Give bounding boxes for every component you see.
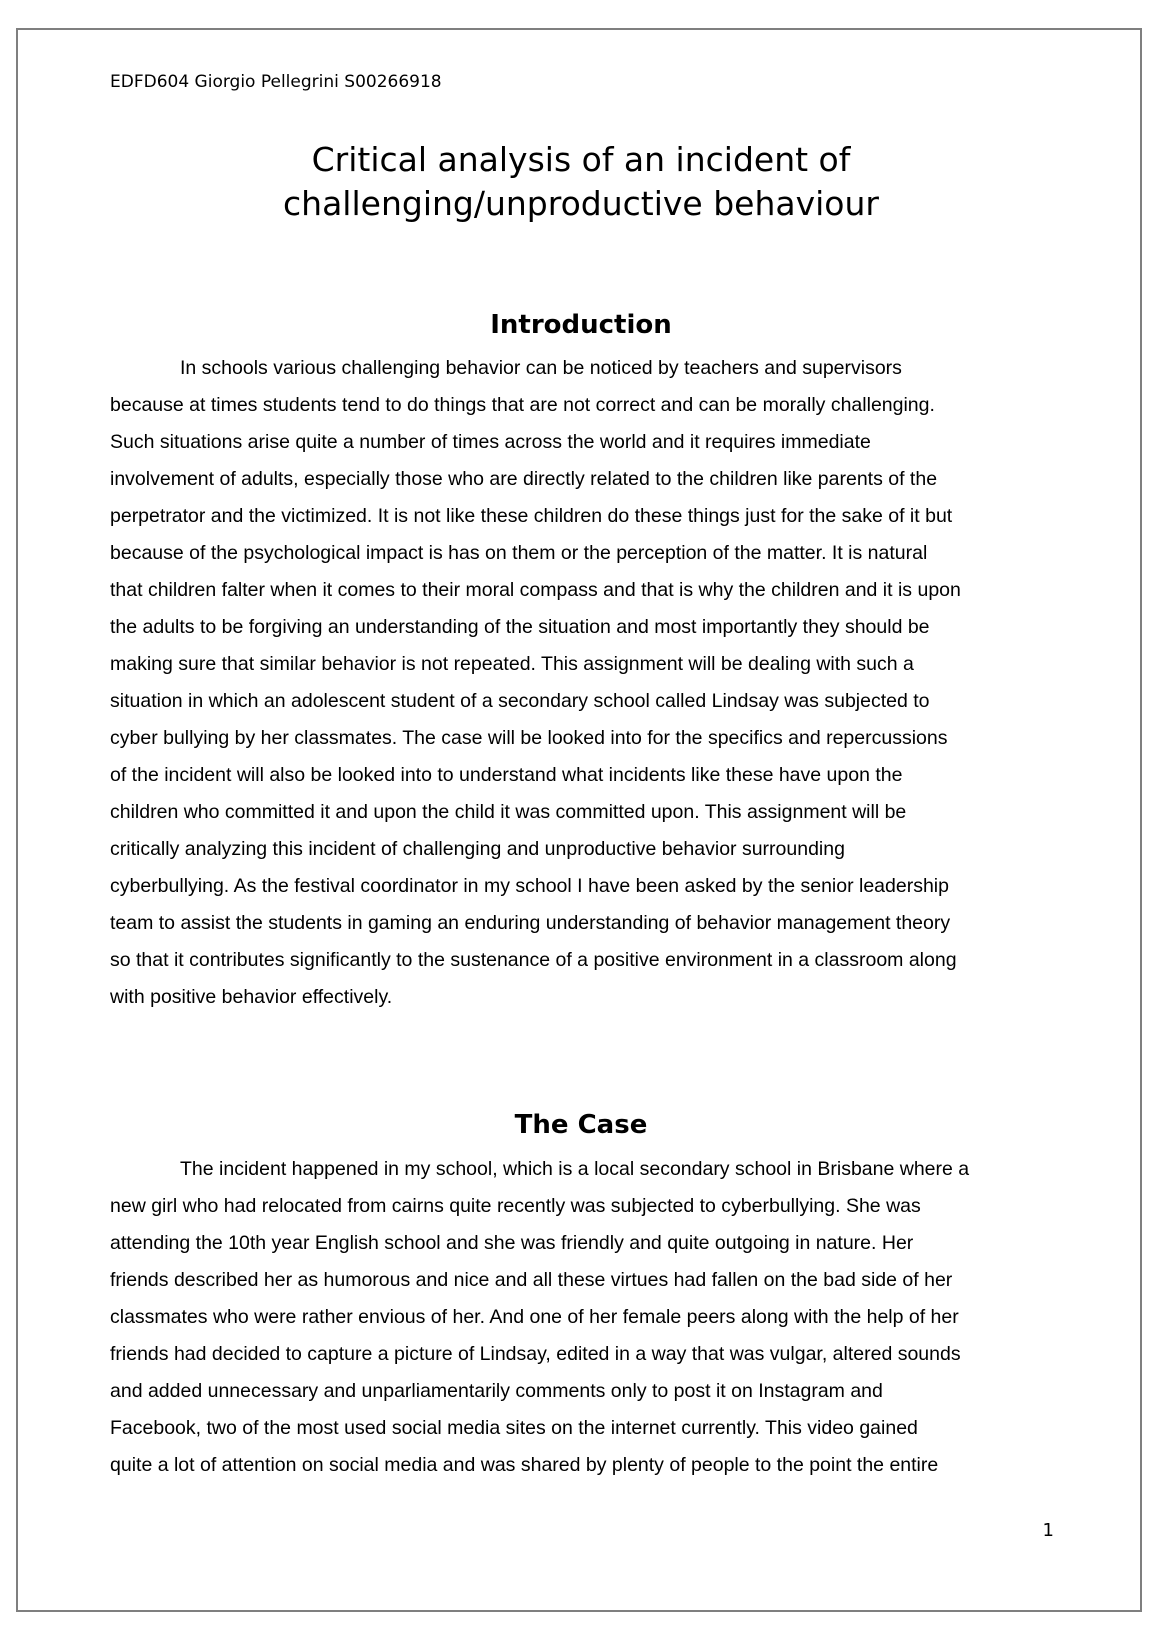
paragraph-line: situation in which an adolescent student of a secondary school called Lindsay was subjected to [110,690,930,712]
paragraph-line: Such situations arise quite a number of times across the world and it requires immediate [110,431,871,453]
paragraph-line: with positive behavior effectively. [110,986,393,1008]
paragraph-line: The incident happened in my school, which is a local secondary school in Brisbane where a [180,1158,970,1180]
paragraph-line: attending the 10th year English school and she was friendly and quite outgoing in nature. Her [110,1232,914,1254]
page-number: 1 [1042,1520,1054,1541]
paragraph-line: and added unnecessary and unparliamentarily comments only to post it on Instagram and [110,1380,883,1402]
title-line: challenging/unproductive behaviour [283,184,879,223]
paragraph-line: because at times students tend to do things that are not correct and can be morally challenging. [110,394,935,416]
paragraph-line: Facebook, two of the most used social media sites on the internet currently. This video gained [110,1417,918,1439]
paragraph-line: because of the psychological impact is has on them or the perception of the matter. It is natural [110,542,928,564]
paragraph-line: perpetrator and the victimized. It is not like these children do these things just for the sake of it but [110,505,953,527]
paragraph-line: involvement of adults, especially those who are directly related to the children like parents of the [110,468,938,490]
paragraph-line: that children falter when it comes to their moral compass and that is why the children and it is upon [110,579,961,601]
paragraph-line: critically analyzing this incident of challenging and unproductive behavior surrounding [110,838,845,860]
paragraph-line: In schools various challenging behavior can be noticed by teachers and supervisors [180,357,902,379]
paragraph-line: so that it contributes significantly to the sustenance of a positive environment in a classroom along [110,949,957,971]
paragraph-line: of the incident will also be looked into to understand what incidents like these have upon the [110,764,903,786]
paragraph-line: making sure that similar behavior is not repeated. This assignment will be dealing with such a [110,653,914,675]
paragraph-line: the adults to be forgiving an understanding of the situation and most importantly they should be [110,616,930,638]
paragraph-line: team to assist the students in gaming an enduring understanding of behavior management theory [110,912,951,934]
paragraph-line: cyberbullying. As the festival coordinator in my school I have been asked by the senior leadership [110,875,949,897]
page-header: EDFD604 Giorgio Pellegrini S00266918 [110,72,442,92]
paragraph-line: children who committed it and upon the child it was committed upon. This assignment will be [110,801,907,823]
paragraph-line: friends described her as humorous and nice and all these virtues had fallen on the bad side of her [110,1269,953,1291]
paragraph-line: cyber bullying by her classmates. The case will be looked into for the specifics and repercussions [110,727,948,749]
document-title [110,138,1052,226]
paragraph-line: quite a lot of attention on social media and was shared by plenty of people to the point the entire [110,1454,939,1476]
title-line: Critical analysis of an incident of [311,140,851,179]
introduction-paragraph [110,350,1050,1016]
the-case-paragraph [110,1151,1050,1484]
the-case-heading: The Case [514,1110,648,1140]
introduction-heading: Introduction [490,310,672,340]
paragraph-line: classmates who were rather envious of her. And one of her female peers along with the help of her [110,1306,959,1328]
paragraph-line: new girl who had relocated from cairns quite recently was subjected to cyberbullying. She was [110,1195,921,1217]
paragraph-line: friends had decided to capture a picture of Lindsay, edited in a way that was vulgar, altered sounds [110,1343,961,1365]
